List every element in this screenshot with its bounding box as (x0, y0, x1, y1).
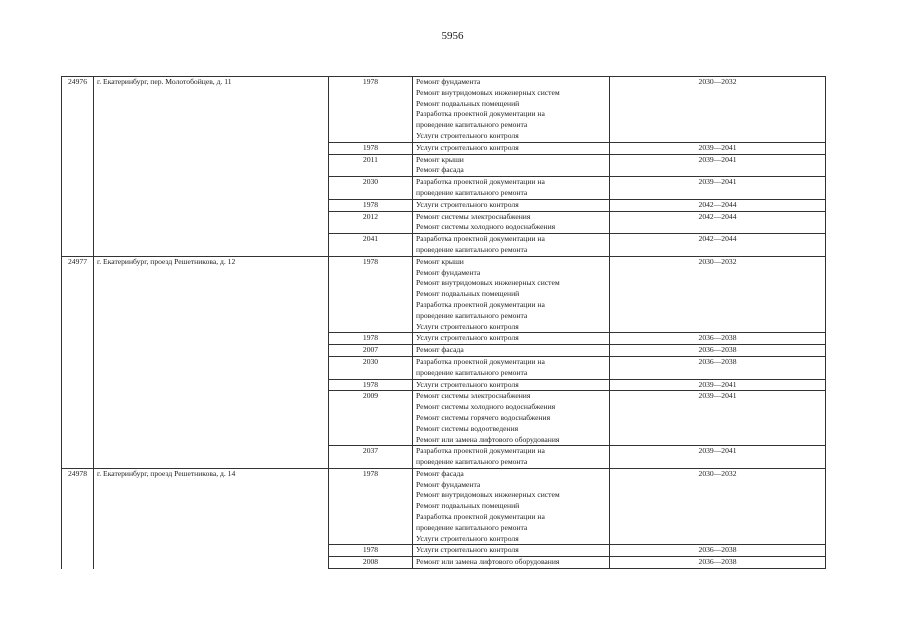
commission-year: 1978 (329, 77, 413, 143)
work-item: Услуги строительного контроля (416, 545, 519, 555)
work-types (413, 211, 610, 234)
work-item: Ремонт крыши (416, 256, 464, 266)
work-item: Ремонт или замена лифтового оборудования (416, 434, 560, 444)
planned-period: 2030—2032 (610, 77, 826, 143)
work-item: Ремонт фундамента (416, 77, 481, 86)
work-item: Ремонт системы холодного водоснабжения (416, 222, 556, 232)
commission-year: 2030 (329, 356, 413, 379)
work-item: Ремонт фундамента (416, 267, 481, 277)
commission-year: 2009 (329, 391, 413, 446)
repair-schedule-table (61, 76, 826, 569)
work-types (413, 333, 610, 345)
planned-period: 2036—2038 (610, 333, 826, 345)
planned-period: 2036—2038 (610, 345, 826, 357)
work-item: Ремонт системы горячего водоснабжения (416, 412, 551, 422)
work-types (413, 356, 610, 379)
planned-period: 2039—2041 (610, 446, 826, 469)
work-item: Ремонт внутридомовых инженерных систем (416, 490, 560, 500)
building-id: 24977 (62, 256, 94, 468)
work-item: проведение капитального ремонта (416, 367, 528, 377)
planned-period: 2039—2041 (610, 154, 826, 177)
work-types (413, 345, 610, 357)
commission-year: 2037 (329, 446, 413, 469)
work-item: Ремонт внутридомовых инженерных систем (416, 87, 560, 97)
planned-period: 2042—2044 (610, 234, 826, 257)
building-id: 24976 (62, 77, 94, 257)
work-item: Ремонт подвальных помещений (416, 289, 520, 299)
commission-year: 1978 (329, 379, 413, 391)
work-types (413, 557, 610, 569)
building-id: 24978 (62, 468, 94, 568)
work-item: Услуги строительного контроля (416, 130, 519, 140)
table-row (62, 256, 826, 333)
work-item: Разработка проектной документации на (416, 177, 545, 187)
commission-year: 1978 (329, 199, 413, 211)
planned-period: 2042—2044 (610, 199, 826, 211)
commission-year: 1978 (329, 142, 413, 154)
work-types (413, 379, 610, 391)
commission-year: 2012 (329, 211, 413, 234)
commission-year: 2011 (329, 154, 413, 177)
work-types (413, 77, 610, 143)
work-types (413, 199, 610, 211)
work-item: Разработка проектной документации на (416, 234, 545, 244)
commission-year: 1978 (329, 256, 413, 333)
work-item: Разработка проектной документации на (416, 299, 545, 309)
work-item: Ремонт фасада (416, 345, 464, 355)
work-item: Разработка проектной документации на (416, 109, 545, 119)
work-types (413, 468, 610, 545)
work-item: Ремонт фасада (416, 468, 464, 478)
work-item: Разработка проектной документации на (416, 356, 545, 366)
work-item: проведение капитального ремонта (416, 522, 528, 532)
table-row (62, 77, 826, 143)
work-item: проведение капитального ремонта (416, 457, 528, 467)
work-item: Разработка проектной документации на (416, 446, 545, 456)
table-body (62, 77, 826, 569)
work-item: Ремонт системы водоотведения (416, 423, 519, 433)
work-item: Ремонт подвальных помещений (416, 501, 520, 511)
commission-year: 1978 (329, 468, 413, 545)
planned-period: 2039—2041 (610, 177, 826, 200)
commission-year: 1978 (329, 333, 413, 345)
planned-period: 2042—2044 (610, 211, 826, 234)
work-item: Ремонт фундамента (416, 479, 481, 489)
planned-period: 2036—2038 (610, 545, 826, 557)
work-item: проведение капитального ремонта (416, 120, 528, 130)
work-item: Разработка проектной документации на (416, 512, 545, 522)
page-number: 5956 (441, 30, 464, 42)
work-item: Услуги строительного контроля (416, 379, 519, 389)
work-item: Ремонт или замена лифтового оборудования (416, 557, 560, 567)
work-item: Услуги строительного контроля (416, 142, 519, 152)
work-types (413, 154, 610, 177)
work-types (413, 446, 610, 469)
work-types (413, 142, 610, 154)
planned-period: 2039—2041 (610, 391, 826, 446)
work-types (413, 256, 610, 333)
work-item: Ремонт системы электроснабжения (416, 211, 531, 221)
work-item: проведение капитального ремонта (416, 310, 528, 320)
planned-period: 2036—2038 (610, 356, 826, 379)
planned-period: 2039—2041 (610, 142, 826, 154)
work-item: Ремонт фасада (416, 165, 464, 175)
work-item: проведение капитального ремонта (416, 244, 528, 254)
commission-year: 2030 (329, 177, 413, 200)
table-row (62, 468, 826, 545)
work-types (413, 391, 610, 446)
work-item: Ремонт подвальных помещений (416, 98, 520, 108)
planned-period: 2030—2032 (610, 256, 826, 333)
work-types (413, 177, 610, 200)
commission-year: 2008 (329, 557, 413, 569)
planned-period: 2039—2041 (610, 379, 826, 391)
work-item: Услуги строительного контроля (416, 199, 519, 209)
work-item: Ремонт крыши (416, 154, 464, 164)
building-address: г. Екатеринбург, проезд Решетникова, д. 12 (94, 256, 329, 468)
work-item: проведение капитального ремонта (416, 187, 528, 197)
planned-period: 2030—2032 (610, 468, 826, 545)
work-item: Ремонт системы электроснабжения (416, 391, 531, 401)
work-types (413, 545, 610, 557)
work-item: Услуги строительного контроля (416, 321, 519, 331)
work-item: Ремонт системы холодного водоснабжения (416, 402, 556, 412)
work-types (413, 234, 610, 257)
planned-period: 2036—2038 (610, 557, 826, 569)
building-address: г. Екатеринбург, пер. Молотобойцев, д. 11 (94, 77, 329, 257)
work-item: Услуги строительного контроля (416, 333, 519, 343)
commission-year: 1978 (329, 545, 413, 557)
work-item: Ремонт внутридомовых инженерных систем (416, 278, 560, 288)
building-address: г. Екатеринбург, проезд Решетникова, д. 14 (94, 468, 329, 568)
commission-year: 2007 (329, 345, 413, 357)
commission-year: 2041 (329, 234, 413, 257)
work-item: Услуги строительного контроля (416, 533, 519, 543)
